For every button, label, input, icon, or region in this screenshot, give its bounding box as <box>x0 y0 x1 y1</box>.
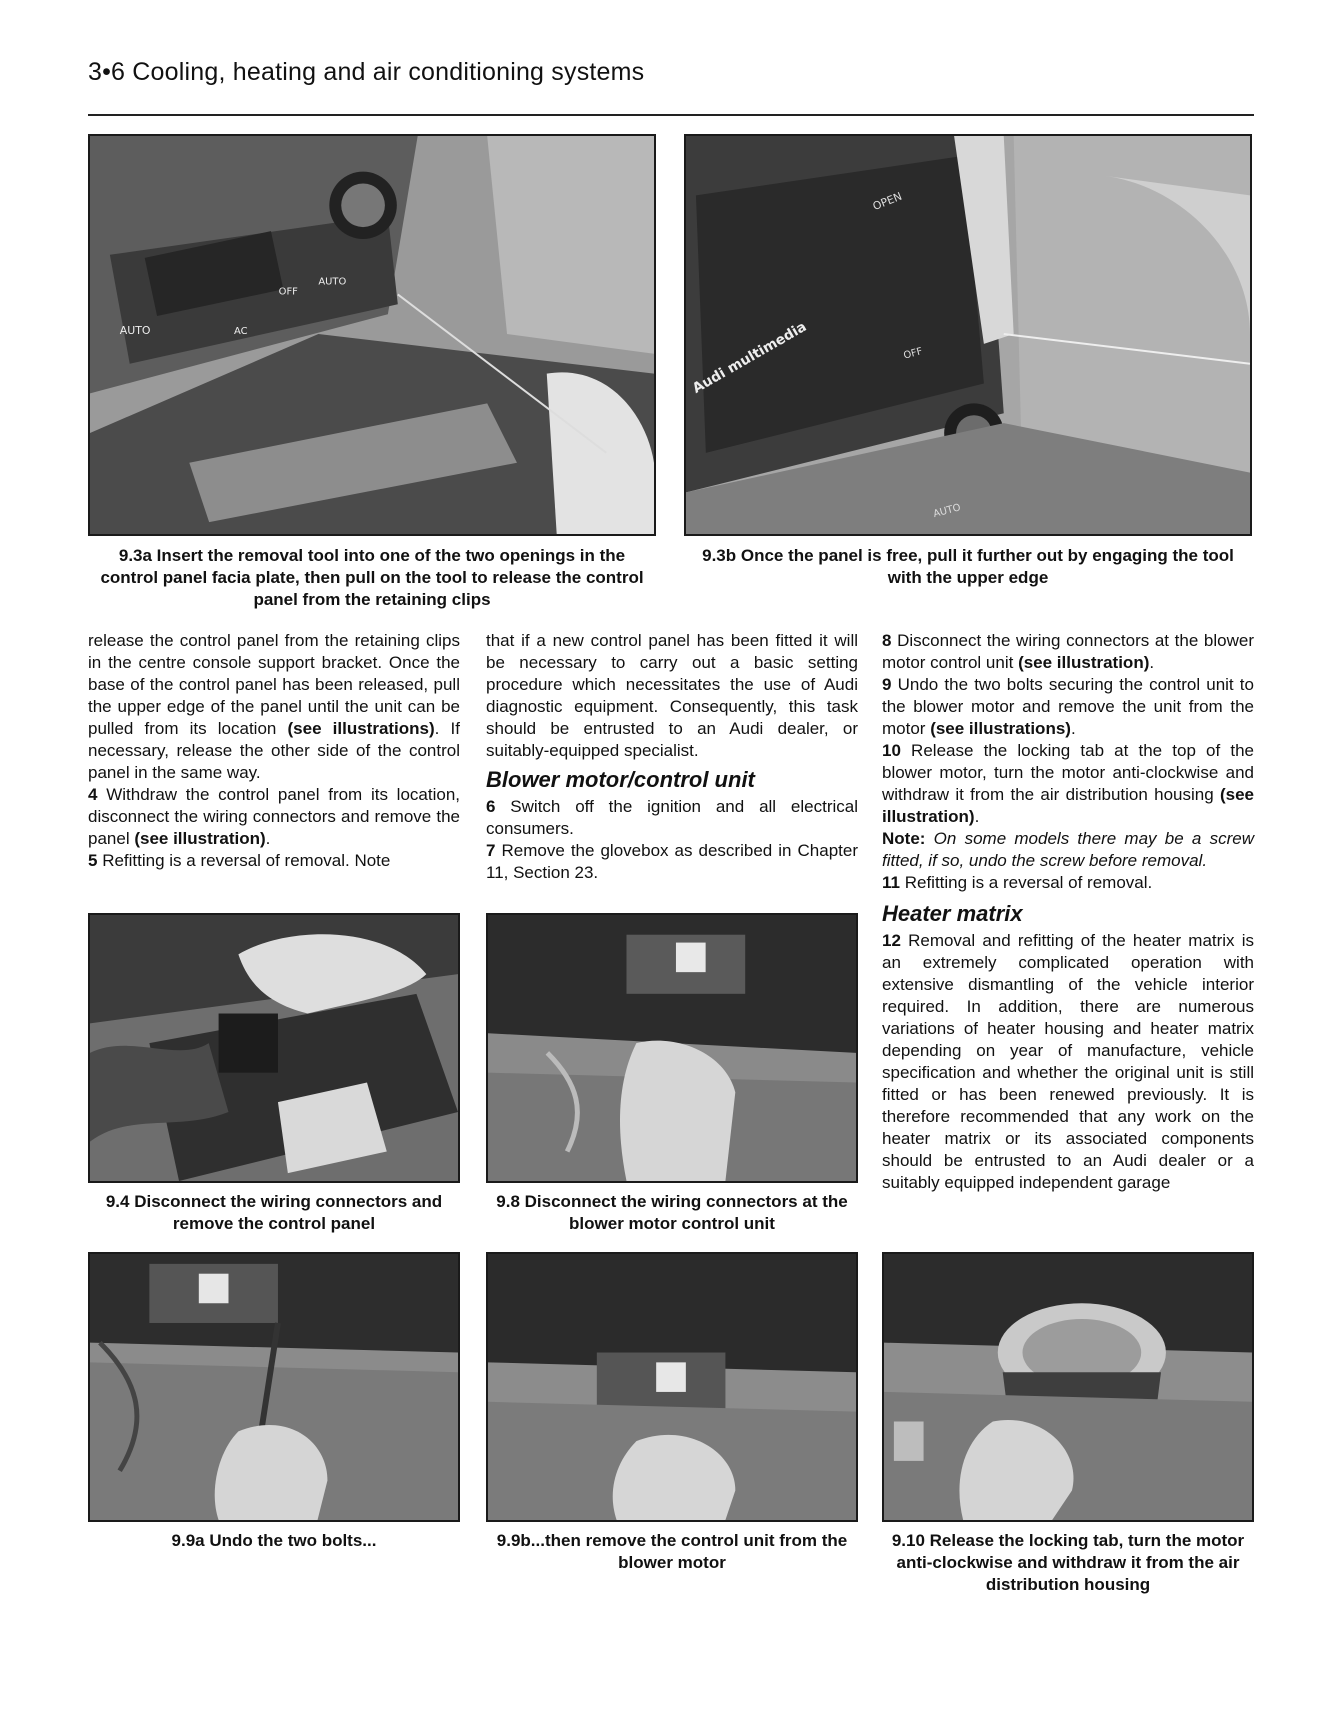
text-column-2 <box>486 630 858 884</box>
photo-9-8 <box>486 913 858 1183</box>
label-auto-b: AUTO <box>932 502 962 521</box>
paragraph-continued: release the control panel from the retaining clips in the centre console support bracket. Once the base of the control panel has been released, pull the upper edge of the panel until the unit can be pulled from its location (see illustrations). If necessary, release the other side of the control panel in the same way. <box>88 631 460 782</box>
caption-9-3a: 9.3a Insert the removal tool into one of the two openings in the control panel facia plate, then pull on the tool to release the control panel from the retaining clips <box>100 546 644 609</box>
label-open: OPEN <box>870 189 904 214</box>
photo-9-3b <box>684 134 1252 536</box>
paragraph-9: 9 Undo the two bolts securing the control unit to the blower motor and remove the unit from the motor (see illustrations). <box>882 675 1254 738</box>
paragraph-5-continued: that if a new control panel has been fitted it will be necessary to carry out a basic setting procedure which necessitates the use of Audi diagnostic equipment. Consequently, this task should be entrusted to an Audi dealer, or suitably-equipped specialist. <box>486 631 858 760</box>
label-ac: AC <box>233 326 248 338</box>
page-header: 3•6 Cooling, heating and air conditioning systems <box>88 58 645 86</box>
section-heading-heater-matrix: Heater matrix <box>882 901 1023 926</box>
photo-9-3a <box>88 134 656 536</box>
paragraph-12: 12 Removal and refitting of the heater matrix is an extremely complicated operation with extensive dismantling of the vehicle interior required. In addition, there are numerous variations of heater housing and heater matrix depending on year of manufacture, vehicle specification and whether the original unit is still fitted or has been renewed previously. It is therefore recommended that any work on the heater matrix or its associated components should be entrusted to an Audi dealer or a suitably equipped independent garage <box>882 931 1254 1192</box>
caption-9-9a: 9.9a Undo the two bolts... <box>171 1531 377 1550</box>
caption-9-4: 9.4 Disconnect the wiring connectors and remove the control panel <box>105 1192 443 1233</box>
paragraph-8: 8 Disconnect the wiring connectors at the blower motor control unit (see illustration). <box>882 631 1254 672</box>
label-auto-1: AUTO <box>119 324 151 338</box>
paragraph-4: 4 Withdraw the control panel from its location, disconnect the wiring connectors and remove the panel (see illustration). <box>88 785 460 848</box>
caption-9-3b: 9.3b Once the panel is free, pull it further out by engaging the tool with the upper edge <box>702 546 1234 587</box>
text-column-1 <box>88 630 460 872</box>
photo-9-9b <box>486 1252 858 1522</box>
caption-9-10: 9.10 Release the locking tab, turn the motor anti-clockwise and withdraw it from the air distribution housing <box>891 1531 1245 1594</box>
note: Note: On some models there may be a screw fitted, if so, undo the screw before removal. <box>882 829 1254 870</box>
photo-9-10 <box>882 1252 1254 1522</box>
header-rule <box>88 114 1254 116</box>
paragraph-6: 6 Switch off the ignition and all electrical consumers. <box>486 797 858 838</box>
label-audi-multimedia: Audi multimedia <box>689 318 810 397</box>
caption-9-8: 9.8 Disconnect the wiring connectors at the blower motor control unit <box>496 1192 848 1233</box>
label-off-b: OFF <box>902 346 924 362</box>
paragraph-11: 11 Refitting is a reversal of removal. <box>882 873 1153 892</box>
photo-9-4 <box>88 913 460 1183</box>
label-auto-2: AUTO <box>318 276 347 288</box>
caption-9-9b: 9.9b...then remove the control unit from the blower motor <box>496 1531 848 1572</box>
paragraph-7: 7 Remove the glovebox as described in Chapter 11, Section 23. <box>486 841 858 882</box>
section-heading-blower: Blower motor/control unit <box>486 767 755 792</box>
text-column-3 <box>882 630 1254 1194</box>
paragraph-10: 10 Release the locking tab at the top of the blower motor, turn the motor anti-clockwise and withdraw it from the air distribution housing (see illustration). <box>882 741 1254 826</box>
label-off: OFF <box>278 286 298 298</box>
paragraph-5: 5 Refitting is a reversal of removal. Note <box>88 851 391 870</box>
photo-9-9a <box>88 1252 460 1522</box>
